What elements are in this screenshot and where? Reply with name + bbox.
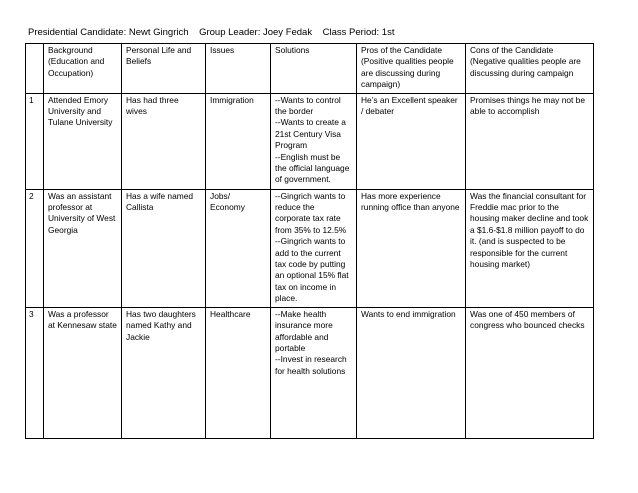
pros-cell: Has more experience running office than anyone: [357, 189, 466, 307]
personal-cell: Has two daughters named Kathy and Jackie: [122, 307, 206, 438]
background-cell: Was an assistant professor at University of West Georgia: [44, 189, 122, 307]
row-number: 2: [26, 189, 44, 307]
issue-cell: Immigration: [206, 93, 271, 189]
issue-cell: Healthcare: [206, 307, 271, 438]
table-row: [26, 307, 594, 438]
solution-line: --Wants to create a 21st Century Visa Program: [275, 117, 346, 151]
solution-line: --Wants to control the border: [275, 94, 341, 117]
row-number: 1: [26, 93, 44, 189]
cons-cell: Was the financial consultant for Freddie mac prior to the housing maker decline and took a $1.6-$1.8 million payoff to do it. (and is suspected to be responsible for the current housing market): [466, 189, 594, 307]
pros-cell: Wants to end immigration: [357, 307, 466, 438]
personal-cell: Has a wife named Callista: [122, 189, 206, 307]
candidate-table: [25, 43, 594, 439]
table-row: [26, 93, 594, 189]
solution-line: --Invest in research for health solutions: [275, 354, 347, 376]
row-number: 3: [26, 307, 44, 438]
header-cell-issues: Issues: [206, 44, 271, 94]
solutions-cell: [271, 93, 357, 189]
background-cell: Attended Emory University and Tulane University: [44, 93, 122, 189]
document-title: Presidential Candidate: Newt Gingrich Group Leader: Joey Fedak Class Period: 1st: [28, 27, 395, 38]
table-row: [26, 189, 594, 307]
header-cell-cons: Cons of the Candidate (Negative qualities people are discussing during campaign: [466, 44, 594, 94]
header-row: [26, 44, 594, 94]
solution-line: --English must be the official language of government.: [275, 151, 350, 185]
solution-line: --Gingrich wants to reduce the corporate tax rate from 35% to 12.5%: [275, 190, 347, 235]
header-cell-personal: Personal Life and Beliefs: [122, 44, 206, 94]
solution-line: --Make health insurance more affordable and portable: [275, 308, 333, 353]
header-cell-background: Background (Education and Occupation): [44, 44, 122, 94]
issue-cell: Jobs/ Economy: [206, 189, 271, 307]
solutions-cell: [271, 189, 357, 307]
header-cell-pros: Pros of the Candidate (Positive qualities people are discussing during campaign): [357, 44, 466, 94]
header-cell-num: [26, 44, 44, 94]
cons-cell: Promises things he may not be able to accomplish: [466, 93, 594, 189]
pros-cell: He’s an Excellent speaker / debater: [357, 93, 466, 189]
cons-cell: Was one of 450 members of congress who bounced checks: [466, 307, 594, 438]
header-cell-solutions: Solutions: [271, 44, 357, 94]
solutions-cell: [271, 307, 357, 438]
solution-line: --Gingrich wants to add to the current tax code by putting an optional 15% flat tax on income in place.: [275, 236, 349, 304]
personal-cell: Has had three wives: [122, 93, 206, 189]
background-cell: Was a professor at Kennesaw state: [44, 307, 122, 438]
